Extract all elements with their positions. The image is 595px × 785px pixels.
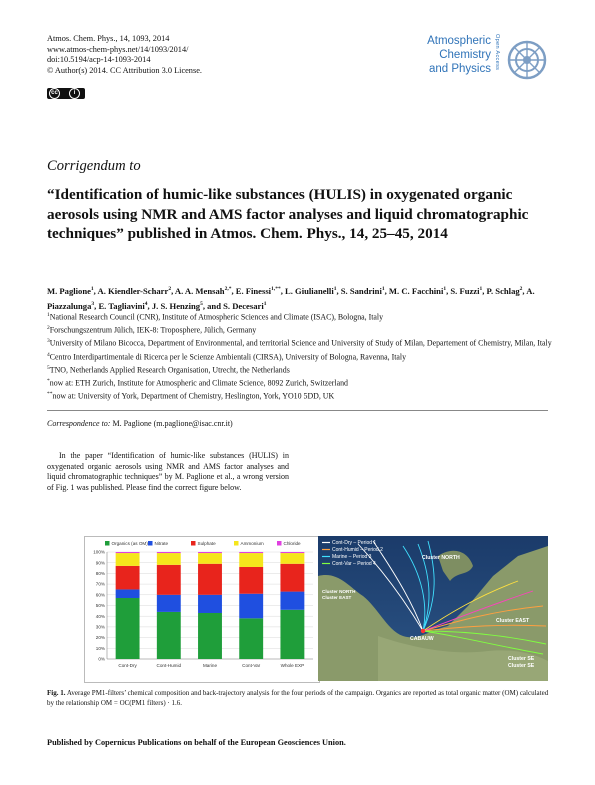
y-tick-label: 90% — [95, 560, 105, 566]
affiliation-text: now at: University of York, Department of Chemistry, Heslington, York, YO10 5DD, UK — [52, 391, 335, 401]
y-tick-label: 50% — [95, 603, 105, 609]
divider — [47, 410, 548, 411]
author-affiliation-mark: 1 — [479, 286, 483, 292]
map-label: Cluster EAST — [496, 618, 530, 624]
bar-segment — [198, 564, 222, 595]
legend-label: Organics (as OM) — [111, 541, 148, 547]
bar-segment — [239, 594, 263, 619]
publisher-footer: Published by Copernicus Publications on behalf of the European Geosciences Union. — [47, 738, 346, 747]
bar-segment — [280, 553, 304, 564]
legend-swatch — [277, 541, 282, 546]
y-tick-label: 70% — [95, 581, 105, 587]
bar-segment — [280, 552, 304, 553]
composition-chart-panel — [84, 536, 320, 683]
author-affiliation-mark: 3 — [91, 300, 95, 307]
citation: Atmos. Chem. Phys., 14, 1093, 2014 — [47, 34, 170, 43]
bar-segment — [198, 595, 222, 613]
author-affiliation-mark: 2 — [168, 286, 172, 292]
author-affiliation-mark: 1 — [381, 286, 385, 292]
bar-segment — [239, 618, 263, 659]
author-affiliation-mark: 5 — [200, 300, 203, 307]
bar-segment — [116, 566, 140, 590]
y-tick-label: 30% — [95, 624, 105, 630]
bar-segment — [239, 553, 263, 567]
affiliation-text: Centro Interdipartimentale di Ricerca per le Scienze Ambientali (CIRSA), University of Bologna, Ravenna, Italy — [49, 352, 407, 362]
correspondence-contact[interactable]: M. Paglione (m.paglione@isac.cnr.it) — [112, 419, 233, 428]
affiliation — [47, 389, 557, 402]
map-legend-label: Cont-Dry – Period 1 — [332, 540, 377, 546]
legend-swatch — [191, 541, 196, 546]
author-name: A. A. Mensah — [174, 285, 225, 296]
author-name: A. Piazzalunga — [47, 285, 535, 311]
affiliation-mark: 5 — [47, 364, 50, 371]
open-access-label: Open Access — [494, 34, 500, 71]
bar-segment — [280, 610, 304, 659]
composition-bar-chart — [85, 537, 319, 682]
legend-label: Chloride — [283, 541, 301, 547]
map-label: Cluster EAST — [322, 595, 352, 600]
article-title: “Identification of humic-like substances (HULIS) in oxygenated organic aerosols using NMR and AMS factor analyses and liquid chromatographic techniques” published in Atmos. Chem. Phys., 14, 25–45, 2014 — [47, 186, 529, 242]
legend-swatch — [148, 541, 153, 546]
y-tick-label: 40% — [95, 613, 105, 619]
author-name: A. Kiendler-Scharr — [97, 285, 169, 296]
map-label: Cluster SE — [508, 663, 535, 669]
x-tick-label: Cont-Var — [242, 663, 261, 668]
affiliation-text: TNO, Netherlands Applied Research Organisation, Utrecht, the Netherlands — [49, 365, 290, 375]
affiliation — [47, 363, 557, 376]
map-label: Cluster NORTH — [322, 589, 356, 594]
bar-segment — [198, 613, 222, 659]
map-legend-label: Cont-Humid – Period 2 — [332, 547, 383, 553]
bar-segment — [116, 598, 140, 659]
bar-segment — [157, 565, 181, 595]
cc-icon: cc — [49, 88, 60, 99]
author-affiliation-mark: 1 — [443, 286, 447, 292]
author-affiliation-mark: 2,* — [224, 286, 232, 292]
author-affiliation-mark: 2 — [519, 286, 523, 292]
map-label: CABAUW — [410, 636, 434, 642]
affiliation — [47, 323, 557, 336]
author-list: M. Paglione$^1$, A. Kiendler-Scharr$^2$, A. A. Mensah$^{2,*}$, E. Finessi$^{1,**}$, L. Giulianelli$^1$, S. Sandrini$^1$, M. C. Facchini$^1$, S. Fuzzi$^1$, P. Schlag$^2$, A. Piazzalunga$^3$, E. Tagliavini$^4$, J. S. Henzing$^5$, and S. Decesari$^1$ — [47, 285, 535, 311]
trajectory-map-svg — [318, 536, 548, 681]
author-name: S. Fuzzi — [450, 285, 480, 296]
journal-line-1: Atmospheric — [427, 35, 491, 47]
y-tick-label: 80% — [95, 571, 105, 576]
map-legend-label: Marine – Period 3 — [332, 554, 372, 560]
journal-meta — [47, 34, 202, 76]
bar-segment — [116, 552, 140, 553]
bar-segment — [280, 592, 304, 610]
author-name: J. S. Henzing — [151, 300, 201, 311]
caption-label: Fig. 1. — [47, 689, 66, 697]
author-affiliation-mark: 1 — [333, 286, 337, 292]
author-affiliation-mark: 4 — [144, 300, 148, 307]
affiliation-text: National Research Council (CNR), Institute of Atmospheric Sciences and Climate (ISAC), Bologna, Italy — [49, 312, 384, 322]
x-tick-label: Marine — [202, 663, 218, 668]
affiliation — [47, 350, 557, 363]
affiliation-text: Forschungszentrum Jülich, IEK-8: Troposphere, Jülich, Germany — [49, 325, 257, 335]
affiliations — [47, 310, 557, 403]
bar-segment — [198, 552, 222, 553]
legend-swatch — [105, 541, 110, 546]
affiliation — [47, 310, 557, 323]
bar-segment — [157, 553, 181, 565]
bar-segment — [157, 595, 181, 612]
affiliation-mark: 1 — [47, 312, 50, 318]
journal-line-2: Chemistry — [439, 49, 491, 61]
author-name: P. Schlag — [486, 285, 520, 296]
x-tick-label: Cont-Dry — [118, 663, 137, 668]
doi[interactable]: doi:10.5194/acp-14-1093-2014 — [47, 55, 151, 65]
journal-name — [405, 34, 491, 76]
affiliation-mark: 2 — [47, 325, 50, 332]
journal-line-3: and Physics — [428, 63, 491, 75]
author-name: S. Decesari — [223, 300, 264, 311]
map-label: Cluster SE — [508, 656, 535, 662]
corrigendum-label: Corrigendum to — [47, 158, 141, 174]
y-tick-label: 20% — [95, 635, 105, 641]
cc-license-badge[interactable] — [47, 88, 85, 99]
x-tick-label: Cont-Humid — [156, 663, 182, 668]
trajectory-map — [318, 536, 548, 681]
bar-segment — [280, 564, 304, 592]
bar-segment — [157, 612, 181, 659]
author-name: E. Tagliavini — [98, 300, 145, 311]
y-tick-label: 0% — [98, 656, 105, 662]
x-tick-label: Whole EXP — [280, 663, 305, 668]
legend-swatch — [234, 541, 239, 546]
y-tick-label: 10% — [95, 645, 105, 651]
bar-segment — [239, 552, 263, 553]
affiliation-mark: 3 — [47, 338, 50, 345]
body-text — [47, 451, 289, 494]
bar-segment — [198, 553, 222, 564]
license: © Author(s) 2014. CC Attribution 3.0 License. — [47, 65, 202, 75]
bar-segment — [116, 553, 140, 566]
article-url[interactable]: www.atmos-chem-phys.net/14/1093/2014/ — [47, 44, 189, 54]
body-paragraph: In the paper “Identification of humic-like substances (HULIS) in oxygenated organic aerosols using NMR and AMS factor analyses and liquid chromatographic techniques” by M. Paglione et al., a wrong version of Fig. 1 was published. Please find the correct figure below. — [47, 451, 289, 493]
figure-caption — [47, 688, 553, 708]
y-tick-label: 100% — [93, 549, 105, 555]
caption-text: Average PM1-filters’ chemical composition and back-trajectory analysis for the four periods of the campaign. Organics are reported as total organic matter (OM) calculated by the relationship OM = OC(PM1 filters) · 1.6. — [47, 689, 549, 707]
affiliation-mark: 4 — [47, 351, 50, 358]
bar-segment — [157, 552, 181, 553]
y-tick-label: 60% — [95, 592, 105, 598]
legend-label: Sulphate — [197, 541, 216, 547]
bar-segment — [116, 589, 140, 598]
author-affiliation-mark: 1,** — [271, 286, 281, 292]
bar-segment — [239, 567, 263, 594]
affiliation-text: University of Milano Bicocca, Department of Environmental, and territorial Science and University of Study of Milan, Departement of Chemistry, Milan, Italy — [49, 339, 552, 349]
egu-logo-icon — [506, 38, 548, 82]
correspondence-label: Correspondence to: — [47, 419, 111, 428]
map-legend-label: Cont-Var – Period 4 — [332, 561, 376, 567]
author-affiliation-mark: 1 — [90, 286, 94, 292]
author-name: L. Giulianelli — [285, 285, 334, 296]
affiliation — [47, 376, 557, 389]
author-name: M. C. Facchini — [388, 285, 444, 296]
author-name: E. Finessi — [235, 285, 272, 296]
author-affiliation-mark: 1 — [263, 300, 267, 307]
legend-label: Ammonium — [240, 541, 264, 547]
correspondence — [47, 419, 233, 428]
affiliation — [47, 336, 557, 349]
affiliation-text: now at: ETH Zurich, Institute for Atmospheric and Climate Science, 8092 Zurich, Switzerland — [49, 378, 348, 388]
author-name: S. Sandrini — [340, 285, 382, 296]
attribution-icon: i — [69, 88, 80, 99]
author-name: M. Paglione — [47, 285, 91, 296]
affiliation-mark: ** — [47, 391, 53, 398]
map-label: Cluster NORTH — [422, 555, 460, 561]
legend-label: Nitrate — [154, 541, 169, 547]
cabauw-marker — [421, 629, 425, 633]
affiliation-mark: * — [47, 378, 50, 385]
